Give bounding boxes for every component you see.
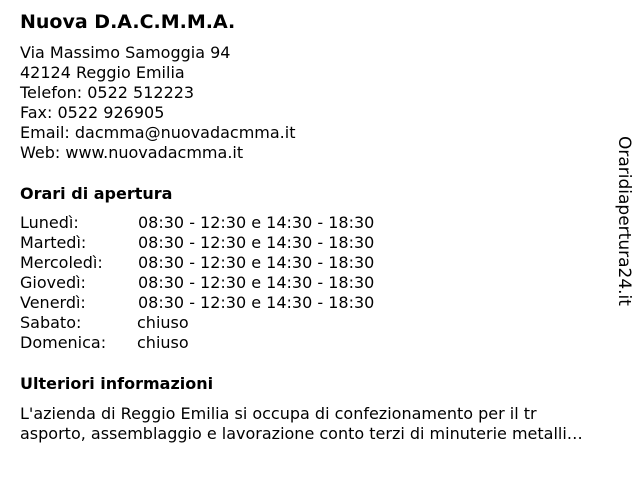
hours-time: chiuso [137, 333, 189, 352]
description-line: asporto, assemblaggio e lavorazione conto terzi di minuterie metalli… [20, 424, 583, 443]
site-watermark: Oraridiapertura24.it [614, 136, 634, 306]
additional-info-heading: Ulteriori informazioni [20, 374, 214, 393]
hours-time: 08:30 - 12:30 e 14:30 - 18:30 [138, 213, 375, 232]
hours-row-wednesday [20, 253, 480, 273]
hours-row-saturday [20, 313, 480, 333]
hours-row-tuesday [20, 233, 480, 253]
hours-row-sunday [20, 333, 480, 353]
email-address: Email: dacmma@nuovadacmma.it [20, 123, 296, 142]
hours-row-thursday [20, 273, 480, 293]
hours-day: Lunedì: [20, 213, 79, 232]
contact-block [20, 43, 295, 163]
hours-row-monday [20, 213, 480, 233]
hours-day: Giovedì: [20, 273, 86, 292]
opening-hours-table [20, 213, 480, 353]
hours-row-friday [20, 293, 480, 313]
hours-time: 08:30 - 12:30 e 14:30 - 18:30 [138, 273, 375, 292]
hours-time: 08:30 - 12:30 e 14:30 - 18:30 [138, 233, 375, 252]
opening-hours-heading: Orari di apertura [20, 184, 173, 203]
hours-time: 08:30 - 12:30 e 14:30 - 18:30 [138, 253, 375, 272]
hours-day: Sabato: [20, 313, 82, 332]
fax-number: Fax: 0522 926905 [20, 103, 165, 122]
description-line: L'azienda di Reggio Emilia si occupa di confezionamento per il tr [20, 404, 537, 423]
hours-day: Mercoledì: [20, 253, 103, 272]
hours-time: chiuso [137, 313, 189, 332]
hours-time: 08:30 - 12:30 e 14:30 - 18:30 [138, 293, 375, 312]
city-address: 42124 Reggio Emilia [20, 63, 185, 82]
business-name: Nuova D.A.C.M.M.A. [20, 11, 236, 33]
business-description [20, 404, 630, 444]
street-address: Via Massimo Samoggia 94 [20, 43, 231, 62]
website-address: Web: www.nuovadacmma.it [20, 143, 244, 162]
phone-number: Telefon: 0522 512223 [20, 83, 195, 102]
hours-day: Martedì: [20, 233, 87, 252]
hours-day: Venerdì: [20, 293, 86, 312]
hours-day: Domenica: [20, 333, 107, 352]
